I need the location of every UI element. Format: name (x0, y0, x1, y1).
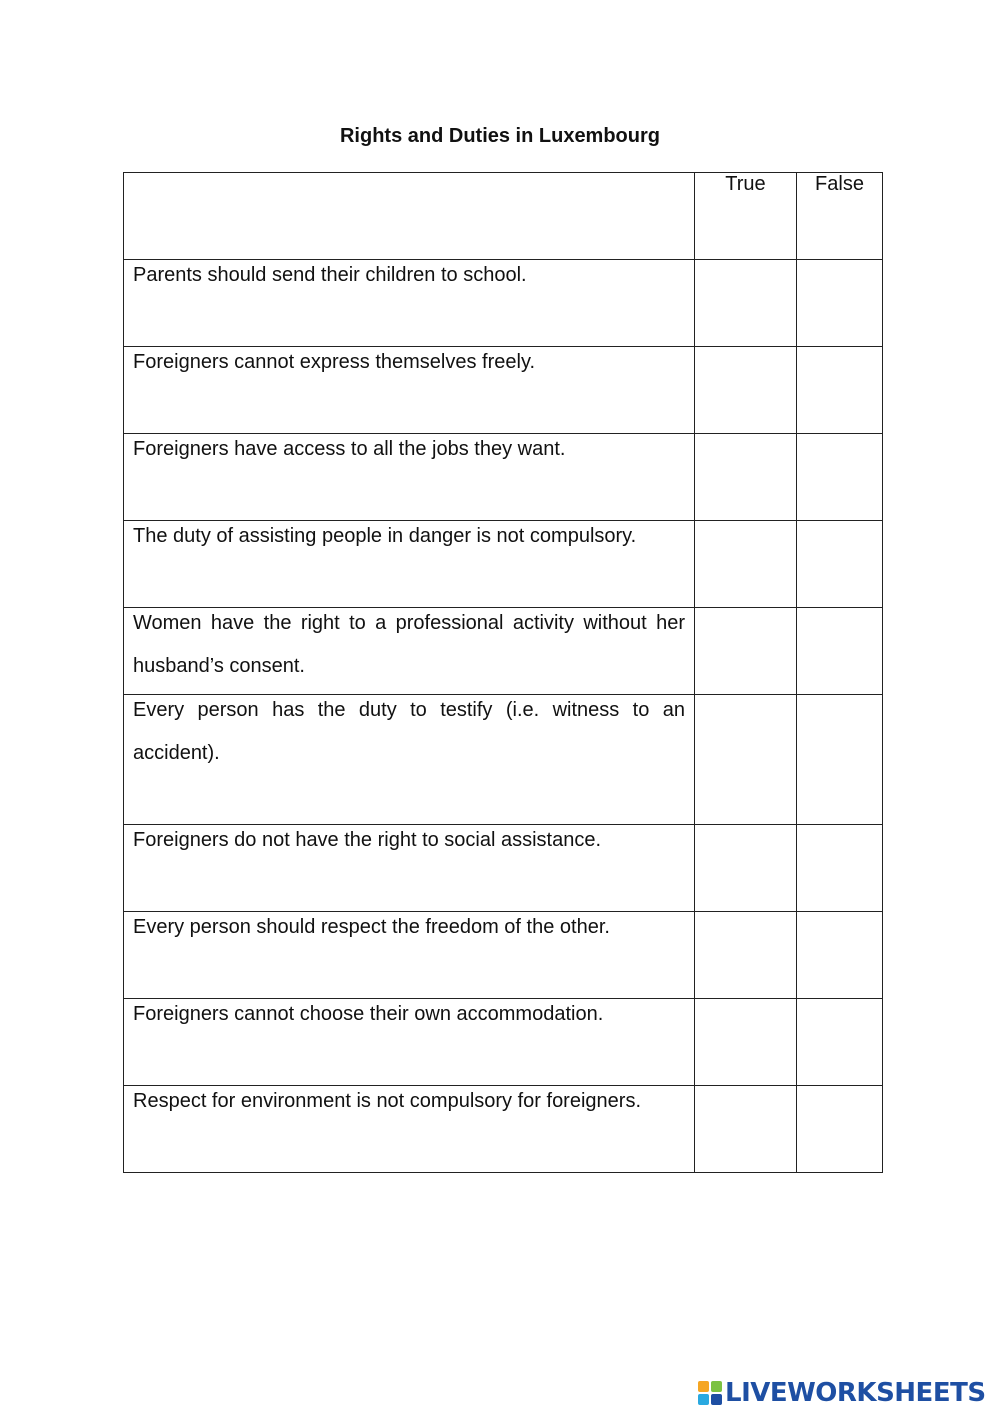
statement-text: Every person should respect the freedom of the other. (133, 916, 610, 938)
statement-text: Foreigners have access to all the jobs they want. (133, 438, 566, 460)
false-answer-box[interactable] (797, 521, 883, 608)
statement-text: Foreigners cannot choose their own accommodation. (133, 1003, 604, 1025)
table-row (124, 825, 883, 912)
statement-cell (124, 260, 695, 347)
false-answer-box[interactable] (797, 434, 883, 521)
false-answer-box[interactable] (797, 1086, 883, 1173)
false-answer-box[interactable] (797, 260, 883, 347)
statement-cell (124, 608, 695, 695)
true-answer-box[interactable] (695, 1086, 797, 1173)
false-answer-box[interactable] (797, 999, 883, 1086)
table-row (124, 1086, 883, 1173)
table-row (124, 608, 883, 695)
false-column-header: False (797, 173, 883, 260)
liveworksheets-logo-icon (697, 1380, 723, 1406)
false-answer-box[interactable] (797, 347, 883, 434)
true-false-table (123, 172, 883, 1173)
liveworksheets-brand (697, 1376, 986, 1410)
statement-text: Parents should send their children to school. (133, 264, 527, 286)
brand-name: LIVEWORKSHEETS (725, 1378, 986, 1408)
true-answer-box[interactable] (695, 608, 797, 695)
statement-cell (124, 521, 695, 608)
table-header-row (124, 173, 883, 260)
table-row (124, 434, 883, 521)
table-row (124, 912, 883, 999)
false-answer-box[interactable] (797, 912, 883, 999)
statement-cell (124, 695, 695, 825)
statement-text: Women have the right to a professional activity without her husband’s consent. (133, 612, 685, 677)
true-answer-box[interactable] (695, 434, 797, 521)
statement-text: Foreigners cannot express themselves freely. (133, 351, 536, 373)
table-row (124, 347, 883, 434)
true-column-header: True (695, 173, 797, 260)
true-answer-box[interactable] (695, 521, 797, 608)
false-answer-box[interactable] (797, 695, 883, 825)
statement-cell (124, 434, 695, 521)
statement-cell (124, 999, 695, 1086)
statement-cell (124, 1086, 695, 1173)
table-row (124, 260, 883, 347)
page-title: Rights and Duties in Luxembourg (339, 125, 660, 147)
true-answer-box[interactable] (695, 695, 797, 825)
false-answer-box[interactable] (797, 825, 883, 912)
statement-text: Foreigners do not have the right to social assistance. (133, 829, 602, 851)
statement-text: Every person has the duty to testify (i.e. witness to an accident). (133, 699, 685, 764)
true-answer-box[interactable] (695, 347, 797, 434)
statement-cell (124, 825, 695, 912)
true-answer-box[interactable] (695, 912, 797, 999)
statement-cell (124, 347, 695, 434)
true-answer-box[interactable] (695, 825, 797, 912)
false-answer-box[interactable] (797, 608, 883, 695)
statement-text: Respect for environment is not compulsory for foreigners. (133, 1090, 641, 1112)
true-answer-box[interactable] (695, 999, 797, 1086)
statement-text: The duty of assisting people in danger is not compulsory. (133, 525, 637, 547)
table-row (124, 695, 883, 825)
statement-cell (124, 912, 695, 999)
table-row (124, 521, 883, 608)
true-answer-box[interactable] (695, 260, 797, 347)
table-row (124, 999, 883, 1086)
statement-column-header (124, 173, 695, 260)
